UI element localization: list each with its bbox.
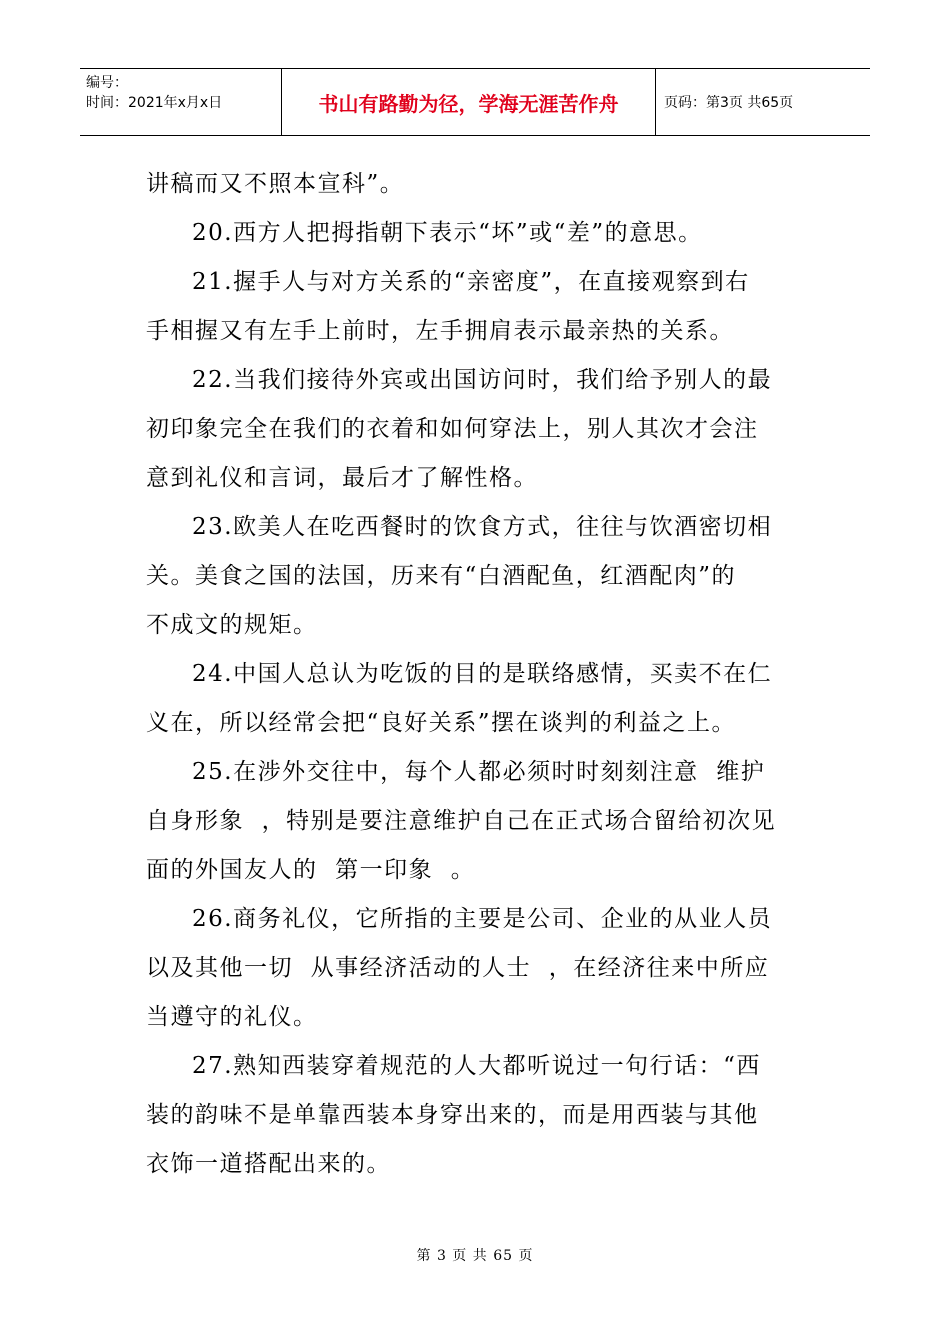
paragraph [146, 160, 806, 209]
paragraph [146, 356, 806, 503]
paragraph [146, 209, 806, 258]
text-line: 关。美食之国的法国，历来有“白酒配鱼，红酒配肉”的 [146, 563, 737, 589]
header-motto: 书山有路勤为径，学海无涯苦作舟 [282, 69, 656, 135]
paragraph [146, 748, 806, 895]
paragraph [146, 895, 806, 1042]
text-line: 义在，所以经常会把“良好关系”摆在谈判的利益之上。 [146, 710, 737, 736]
document-date: 时间：2021年x月x日 [86, 95, 223, 111]
page-footer: 第 3 页 共 65 页 [416, 1248, 534, 1264]
paragraph [146, 258, 806, 356]
header-meta [80, 69, 282, 135]
paragraph [146, 503, 806, 650]
page-header [80, 68, 870, 136]
text-line: 手相握又有左手上前时，左手拥肩表示最亲热的关系。 [146, 318, 734, 344]
paragraph [146, 1042, 806, 1189]
text-line: 23.欧美人在吃西餐时的饮食方式，往往与饮酒密切相 [192, 514, 773, 540]
text-line: 20.西方人把拇指朝下表示“坏”或“差”的意思。 [192, 220, 703, 246]
text-line: 27.熟知西装穿着规范的人大都听说过一句行话：“西 [192, 1053, 761, 1079]
text-line: 24.中国人总认为吃饭的目的是联络感情，买卖不在仁 [192, 661, 773, 687]
text-line: 以及其他一切 从事经济活动的人士 ，在经济往来中所应 [146, 955, 770, 981]
text-line: 25.在涉外交往中，每个人都必须时时刻刻注意 维护 [192, 759, 766, 785]
document-number-label: 编号： [86, 75, 128, 91]
text-line: 初印象完全在我们的衣着和如何穿法上，别人其次才会注 [146, 416, 759, 442]
text-line: 意到礼仪和言词，最后才了解性格。 [146, 465, 538, 491]
text-line: 自身形象 ，特别是要注意维护自己在正式场合留给初次见 [146, 808, 777, 834]
text-line: 衣饰一道搭配出来的。 [146, 1151, 391, 1177]
text-line: 22.当我们接待外宾或出国访问时，我们给予别人的最 [192, 367, 773, 393]
header-page-info: 页码：第3页 共65页 [664, 95, 794, 111]
text-line: 装的韵味不是单靠西装本身穿出来的，而是用西装与其他 [146, 1102, 759, 1128]
text-line: 面的外国友人的 第一印象 。 [146, 857, 476, 883]
text-line: 26.商务礼仪，它所指的主要是公司、企业的从业人员 [192, 906, 773, 932]
text-line: 21.握手人与对方关系的“亲密度”，在直接观察到右 [192, 269, 750, 295]
paragraph [146, 650, 806, 748]
text-line: 讲稿而又不照本宣科”。 [146, 171, 405, 197]
text-line: 不成文的规矩。 [146, 612, 318, 638]
text-line: 当遵守的礼仪。 [146, 1004, 318, 1030]
document-body [146, 160, 806, 1189]
